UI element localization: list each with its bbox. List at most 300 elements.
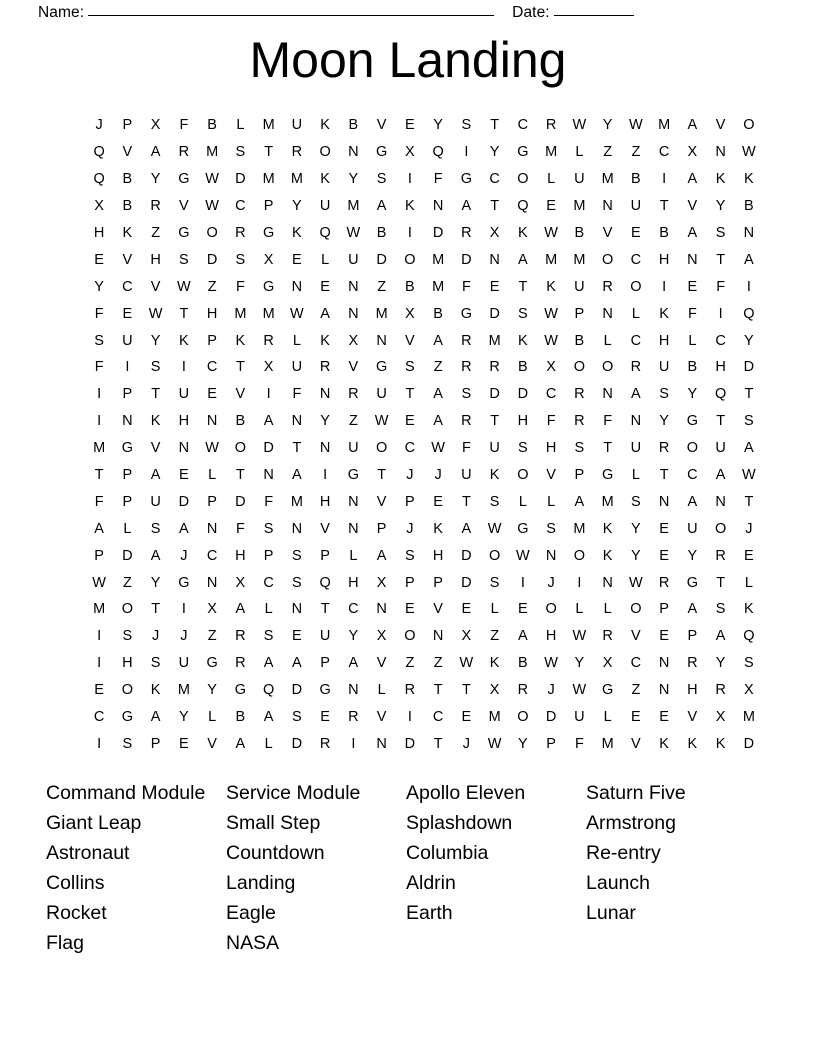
grid-cell[interactable]: S	[150, 359, 161, 376]
grid-cell[interactable]: C	[432, 709, 444, 726]
grid-cell[interactable]: F	[603, 413, 613, 430]
grid-cell[interactable]: T	[603, 440, 613, 457]
grid-cell[interactable]: P	[320, 655, 330, 672]
grid-cell[interactable]: O	[234, 440, 247, 457]
word-list-item[interactable]: Service Module	[226, 782, 361, 804]
grid-cell[interactable]: T	[490, 198, 500, 215]
grid-cell[interactable]: G	[601, 467, 614, 484]
grid-cell[interactable]: S	[376, 171, 387, 188]
grid-cell[interactable]: Q	[432, 144, 444, 161]
grid-cell[interactable]: O	[714, 520, 727, 537]
grid-cell[interactable]: V	[715, 117, 726, 134]
grid-cell[interactable]: C	[206, 359, 218, 376]
grid-cell[interactable]: T	[518, 278, 528, 295]
grid-cell[interactable]: H	[178, 413, 190, 430]
grid-cell[interactable]: S	[744, 413, 754, 430]
grid-cell[interactable]: A	[433, 386, 443, 403]
grid-cell[interactable]: R	[461, 359, 472, 376]
grid-cell[interactable]: A	[292, 467, 302, 484]
grid-cell[interactable]: N	[715, 493, 726, 510]
grid-cell[interactable]: R	[235, 225, 246, 241]
grid-cell[interactable]: N	[376, 332, 387, 349]
grid-cell[interactable]: A	[715, 467, 726, 484]
grid-cell[interactable]: N	[348, 520, 359, 537]
grid-cell[interactable]: S	[715, 601, 726, 618]
grid-cell[interactable]: C	[545, 386, 557, 403]
grid-cell[interactable]: K	[518, 225, 528, 241]
grid-cell[interactable]: R	[235, 655, 246, 672]
grid-cell[interactable]: P	[94, 547, 104, 564]
grid-cell[interactable]: R	[630, 359, 642, 376]
grid-cell[interactable]: Y	[518, 735, 528, 752]
grid-cell[interactable]: R	[404, 682, 416, 699]
grid-cell[interactable]: S	[292, 709, 302, 726]
grid-cell[interactable]: L	[631, 305, 640, 322]
grid-cell[interactable]: N	[687, 251, 698, 268]
grid-cell[interactable]: R	[687, 655, 698, 672]
grid-cell[interactable]: F	[716, 278, 726, 295]
grid-cell[interactable]: H	[348, 574, 359, 591]
grid-cell[interactable]: P	[405, 493, 415, 510]
grid-cell[interactable]: A	[518, 251, 528, 268]
grid-cell[interactable]: Y	[602, 117, 613, 134]
grid-cell[interactable]: V	[235, 386, 246, 403]
grid-cell[interactable]: U	[376, 386, 387, 403]
grid-cell[interactable]: G	[206, 655, 218, 672]
grid-cell[interactable]: U	[574, 709, 585, 726]
grid-cell[interactable]: E	[292, 251, 302, 268]
grid-cell[interactable]: E	[320, 278, 330, 295]
grid-cell[interactable]: T	[659, 198, 669, 215]
grid-cell[interactable]: G	[262, 278, 275, 295]
grid-cell[interactable]: N	[743, 225, 755, 241]
grid-cell[interactable]: D	[432, 225, 444, 241]
grid-cell[interactable]: T	[716, 574, 726, 591]
grid-cell[interactable]: N	[376, 601, 387, 618]
grid-cell[interactable]: M	[742, 709, 755, 726]
grid-cell[interactable]: M	[262, 171, 275, 188]
grid-cell[interactable]: V	[687, 198, 698, 215]
grid-cell[interactable]: S	[518, 440, 528, 457]
grid-cell[interactable]: M	[545, 251, 558, 268]
grid-cell[interactable]: M	[573, 198, 586, 215]
grid-cell[interactable]: F	[461, 440, 471, 457]
grid-cell[interactable]: I	[718, 305, 723, 322]
grid-cell[interactable]: O	[573, 359, 586, 376]
grid-cell[interactable]: Y	[631, 547, 641, 564]
grid-cell[interactable]: W	[629, 574, 643, 591]
grid-cell[interactable]: L	[208, 467, 217, 484]
grid-cell[interactable]: L	[603, 601, 612, 618]
grid-cell[interactable]: A	[687, 225, 698, 241]
grid-cell[interactable]: F	[687, 305, 697, 322]
grid-cell[interactable]: J	[434, 467, 442, 484]
grid-cell[interactable]: G	[686, 574, 699, 591]
grid-cell[interactable]: G	[121, 440, 134, 457]
grid-cell[interactable]: Y	[150, 574, 161, 591]
grid-cell[interactable]: L	[321, 251, 330, 268]
grid-cell[interactable]: C	[517, 117, 529, 134]
grid-cell[interactable]: M	[262, 117, 275, 134]
grid-cell[interactable]: T	[716, 413, 726, 430]
grid-cell[interactable]: A	[376, 198, 387, 215]
grid-cell[interactable]: S	[659, 386, 669, 403]
grid-cell[interactable]: A	[292, 655, 302, 672]
grid-cell[interactable]: K	[320, 171, 330, 188]
grid-cell[interactable]: V	[122, 251, 133, 268]
grid-cell[interactable]: N	[658, 655, 670, 672]
grid-cell[interactable]: X	[489, 225, 500, 241]
grid-cell[interactable]: M	[290, 171, 303, 188]
grid-cell[interactable]: O	[121, 682, 134, 699]
grid-cell[interactable]: E	[659, 628, 669, 645]
grid-cell[interactable]: R	[461, 225, 472, 241]
grid-cell[interactable]: O	[517, 467, 529, 484]
grid-cell[interactable]: K	[744, 601, 754, 618]
grid-cell[interactable]: R	[545, 117, 557, 134]
grid-cell[interactable]: S	[150, 655, 161, 672]
grid-cell[interactable]: G	[234, 682, 247, 699]
grid-cell[interactable]: P	[320, 547, 330, 564]
grid-cell[interactable]: P	[122, 117, 133, 134]
grid-cell[interactable]: S	[94, 332, 104, 349]
grid-cell[interactable]: E	[94, 682, 104, 699]
grid-cell[interactable]: G	[262, 225, 275, 241]
grid-cell[interactable]: R	[235, 628, 246, 645]
grid-cell[interactable]: U	[291, 359, 303, 376]
grid-cell[interactable]: P	[376, 520, 387, 537]
grid-cell[interactable]: D	[461, 574, 472, 591]
grid-cell[interactable]: Y	[94, 278, 104, 295]
grid-cell[interactable]: E	[659, 547, 669, 564]
grid-cell[interactable]: T	[744, 493, 754, 510]
grid-cell[interactable]: T	[716, 251, 726, 268]
grid-cell[interactable]: A	[744, 440, 754, 457]
grid-cell[interactable]: T	[94, 467, 104, 484]
grid-cell[interactable]: K	[179, 332, 189, 349]
grid-cell[interactable]: B	[518, 359, 528, 376]
grid-cell[interactable]: I	[97, 655, 102, 672]
grid-cell[interactable]: N	[545, 547, 557, 564]
grid-cell[interactable]: N	[348, 493, 359, 510]
grid-cell[interactable]: X	[263, 251, 274, 268]
grid-cell[interactable]: W	[544, 655, 558, 672]
grid-cell[interactable]: U	[291, 117, 303, 134]
grid-cell[interactable]: B	[433, 305, 443, 322]
grid-cell[interactable]: C	[263, 574, 274, 591]
grid-cell[interactable]: V	[376, 655, 387, 672]
grid-cell[interactable]: P	[207, 493, 217, 510]
grid-cell[interactable]: T	[292, 440, 302, 457]
grid-cell[interactable]: G	[686, 413, 699, 430]
grid-cell[interactable]: N	[432, 628, 444, 645]
grid-cell[interactable]: A	[518, 628, 528, 645]
grid-cell[interactable]: O	[743, 117, 755, 134]
grid-cell[interactable]: N	[206, 520, 218, 537]
grid-cell[interactable]: Y	[179, 709, 189, 726]
grid-cell[interactable]: S	[489, 493, 500, 510]
grid-cell[interactable]: E	[687, 278, 698, 295]
grid-cell[interactable]: J	[745, 520, 753, 537]
grid-cell[interactable]: N	[206, 574, 218, 591]
grid-cell[interactable]: D	[235, 493, 246, 510]
grid-cell[interactable]: N	[602, 574, 613, 591]
grid-cell[interactable]: Z	[151, 225, 161, 241]
grid-cell[interactable]: C	[206, 547, 218, 564]
grid-cell[interactable]: I	[407, 225, 412, 241]
grid-cell[interactable]: X	[744, 682, 754, 699]
grid-cell[interactable]: G	[121, 709, 134, 726]
word-list-item[interactable]: Armstrong	[586, 812, 676, 834]
grid-cell[interactable]: T	[461, 493, 471, 510]
grid-cell[interactable]: R	[348, 709, 359, 726]
grid-cell[interactable]: D	[461, 547, 472, 564]
grid-cell[interactable]: T	[264, 144, 274, 161]
grid-cell[interactable]: K	[433, 520, 443, 537]
grid-cell[interactable]: X	[461, 628, 472, 645]
grid-cell[interactable]: I	[97, 735, 102, 752]
grid-cell[interactable]: O	[686, 440, 699, 457]
grid-cell[interactable]: K	[489, 467, 500, 484]
grid-cell[interactable]: A	[715, 628, 726, 645]
grid-cell[interactable]: O	[404, 628, 416, 645]
grid-cell[interactable]: N	[291, 413, 303, 430]
grid-cell[interactable]: P	[150, 735, 161, 752]
grid-cell[interactable]: U	[687, 520, 698, 537]
grid-cell[interactable]: Y	[433, 117, 443, 134]
grid-cell[interactable]: W	[572, 628, 587, 645]
grid-cell[interactable]: Q	[743, 305, 755, 322]
grid-cell[interactable]: V	[433, 601, 443, 618]
grid-cell[interactable]: N	[376, 735, 387, 752]
grid-cell[interactable]: I	[520, 574, 525, 591]
grid-cell[interactable]: U	[319, 628, 331, 645]
grid-cell[interactable]: S	[405, 359, 415, 376]
grid-cell[interactable]: R	[489, 359, 500, 376]
grid-cell[interactable]: G	[375, 359, 388, 376]
grid-cell[interactable]: K	[687, 735, 698, 752]
grid-cell[interactable]: I	[662, 171, 667, 188]
grid-cell[interactable]: F	[546, 413, 556, 430]
word-list-item[interactable]: Saturn Five	[586, 782, 686, 804]
grid-cell[interactable]: V	[348, 359, 359, 376]
grid-cell[interactable]: B	[122, 198, 133, 215]
grid-cell[interactable]: L	[208, 709, 217, 726]
grid-cell[interactable]: P	[659, 601, 669, 618]
grid-cell[interactable]: M	[177, 682, 190, 699]
grid-cell[interactable]: A	[348, 655, 359, 672]
grid-cell[interactable]: A	[433, 413, 443, 430]
grid-cell[interactable]: V	[631, 628, 641, 645]
grid-cell[interactable]: G	[601, 682, 614, 699]
grid-cell[interactable]: T	[151, 601, 161, 618]
word-list-item[interactable]: Re-entry	[586, 842, 661, 864]
grid-cell[interactable]: U	[122, 332, 133, 349]
grid-cell[interactable]: A	[263, 413, 274, 430]
grid-cell[interactable]: L	[292, 332, 301, 349]
grid-cell[interactable]: A	[433, 332, 443, 349]
grid-cell[interactable]: R	[150, 198, 161, 215]
grid-cell[interactable]: Z	[207, 628, 217, 645]
grid-cell[interactable]: S	[179, 251, 189, 268]
grid-cell[interactable]: M	[206, 144, 219, 161]
grid-cell[interactable]: E	[744, 547, 754, 564]
grid-cell[interactable]: N	[348, 305, 359, 322]
grid-cell[interactable]: R	[658, 574, 670, 591]
grid-cell[interactable]: T	[744, 386, 754, 403]
grid-cell[interactable]: A	[320, 305, 330, 322]
grid-cell[interactable]: G	[517, 144, 529, 161]
grid-cell[interactable]: L	[631, 467, 640, 484]
grid-cell[interactable]: I	[181, 359, 186, 376]
grid-cell[interactable]: J	[180, 547, 188, 564]
grid-cell[interactable]: V	[687, 709, 698, 726]
grid-cell[interactable]: Z	[631, 144, 641, 161]
grid-cell[interactable]: A	[150, 709, 161, 726]
grid-cell[interactable]: U	[461, 467, 472, 484]
grid-cell[interactable]: S	[461, 386, 472, 403]
grid-cell[interactable]: S	[263, 520, 274, 537]
grid-cell[interactable]: Y	[574, 655, 585, 672]
grid-cell[interactable]: N	[658, 493, 670, 510]
grid-cell[interactable]: R	[658, 440, 670, 457]
grid-cell[interactable]: A	[574, 493, 585, 510]
grid-cell[interactable]: T	[151, 386, 161, 403]
grid-cell[interactable]: O	[601, 251, 614, 268]
grid-cell[interactable]: B	[405, 278, 415, 295]
grid-cell[interactable]: Y	[744, 332, 754, 349]
grid-cell[interactable]: D	[206, 251, 218, 268]
grid-cell[interactable]: E	[631, 225, 641, 241]
grid-cell[interactable]: B	[574, 225, 585, 241]
grid-cell[interactable]: R	[574, 413, 585, 430]
grid-cell[interactable]: L	[603, 332, 612, 349]
grid-cell[interactable]: E	[489, 278, 500, 295]
grid-cell[interactable]: A	[687, 171, 698, 188]
grid-cell[interactable]: O	[630, 278, 642, 295]
grid-cell[interactable]: S	[744, 655, 754, 672]
grid-cell[interactable]: M	[573, 251, 586, 268]
grid-cell[interactable]: I	[266, 386, 271, 403]
grid-cell[interactable]: K	[489, 655, 500, 672]
grid-cell[interactable]: W	[742, 144, 756, 161]
grid-cell[interactable]: W	[346, 225, 361, 241]
grid-cell[interactable]: N	[630, 413, 642, 430]
grid-cell[interactable]: M	[545, 144, 558, 161]
grid-cell[interactable]: F	[235, 278, 245, 295]
grid-cell[interactable]: U	[630, 198, 642, 215]
grid-cell[interactable]: B	[744, 198, 754, 215]
grid-cell[interactable]: J	[95, 117, 103, 134]
grid-cell[interactable]: S	[405, 547, 415, 564]
grid-cell[interactable]: I	[464, 144, 469, 161]
word-list-item[interactable]: NASA	[226, 932, 280, 954]
grid-cell[interactable]: K	[122, 225, 133, 241]
grid-cell[interactable]: X	[94, 198, 104, 215]
grid-cell[interactable]: L	[547, 171, 556, 188]
grid-cell[interactable]: E	[433, 493, 443, 510]
grid-cell[interactable]: R	[291, 144, 303, 161]
grid-cell[interactable]: Z	[405, 655, 415, 672]
grid-cell[interactable]: W	[544, 332, 558, 349]
grid-cell[interactable]: V	[376, 709, 387, 726]
grid-cell[interactable]: D	[489, 305, 500, 322]
grid-cell[interactable]: U	[658, 359, 670, 376]
grid-cell[interactable]: K	[715, 171, 726, 188]
grid-cell[interactable]: K	[150, 413, 161, 430]
grid-cell[interactable]: J	[406, 467, 414, 484]
grid-cell[interactable]: A	[687, 601, 698, 618]
grid-cell[interactable]: J	[180, 628, 188, 645]
grid-cell[interactable]: C	[630, 332, 642, 349]
grid-cell[interactable]: C	[235, 198, 246, 215]
grid-cell[interactable]: K	[150, 682, 161, 699]
grid-cell[interactable]: V	[320, 520, 330, 537]
grid-cell[interactable]: W	[742, 467, 756, 484]
grid-cell[interactable]: P	[546, 735, 556, 752]
grid-cell[interactable]: T	[490, 117, 500, 134]
grid-cell[interactable]: F	[433, 171, 443, 188]
grid-cell[interactable]: H	[658, 251, 670, 268]
grid-cell[interactable]: C	[93, 709, 105, 726]
grid-cell[interactable]: B	[687, 359, 698, 376]
grid-cell[interactable]: N	[263, 467, 274, 484]
grid-cell[interactable]: W	[516, 547, 530, 564]
grid-cell[interactable]: V	[376, 117, 387, 134]
grid-cell[interactable]: S	[574, 440, 585, 457]
grid-cell[interactable]: I	[97, 386, 102, 403]
grid-cell[interactable]: K	[744, 171, 754, 188]
grid-cell[interactable]: D	[122, 547, 133, 564]
grid-cell[interactable]: W	[487, 520, 502, 537]
grid-cell[interactable]: G	[178, 171, 190, 188]
grid-cell[interactable]: Y	[348, 171, 359, 188]
grid-cell[interactable]: A	[150, 547, 161, 564]
grid-cell[interactable]: U	[715, 440, 726, 457]
grid-cell[interactable]: N	[291, 520, 303, 537]
word-list-item[interactable]: Apollo Eleven	[406, 782, 526, 804]
grid-cell[interactable]: Y	[489, 144, 500, 161]
grid-cell[interactable]: W	[459, 655, 474, 672]
grid-cell[interactable]: M	[488, 709, 501, 726]
grid-cell[interactable]: N	[206, 413, 218, 430]
grid-cell[interactable]: H	[658, 332, 670, 349]
grid-cell[interactable]: R	[715, 547, 726, 564]
grid-cell[interactable]: R	[602, 278, 613, 295]
word-list-item[interactable]: Eagle	[226, 902, 276, 924]
grid-cell[interactable]: H	[545, 628, 557, 645]
grid-cell[interactable]: O	[206, 225, 218, 241]
grid-cell[interactable]: S	[122, 735, 133, 752]
grid-cell[interactable]: S	[489, 574, 500, 591]
grid-cell[interactable]: F	[574, 735, 584, 752]
grid-cell[interactable]: I	[97, 628, 102, 645]
grid-cell[interactable]: R	[178, 144, 190, 161]
grid-cell[interactable]: K	[320, 332, 330, 349]
grid-cell[interactable]: M	[347, 198, 360, 215]
grid-cell[interactable]: Z	[433, 359, 443, 376]
grid-cell[interactable]: U	[319, 198, 331, 215]
grid-cell[interactable]: K	[405, 198, 415, 215]
grid-cell[interactable]: G	[178, 574, 190, 591]
grid-cell[interactable]: J	[547, 574, 555, 591]
grid-cell[interactable]: A	[94, 520, 104, 537]
grid-cell[interactable]: F	[94, 359, 104, 376]
grid-cell[interactable]: S	[122, 628, 133, 645]
grid-cell[interactable]: K	[518, 332, 528, 349]
grid-cell[interactable]: Z	[122, 574, 132, 591]
grid-cell[interactable]: Q	[319, 574, 331, 591]
